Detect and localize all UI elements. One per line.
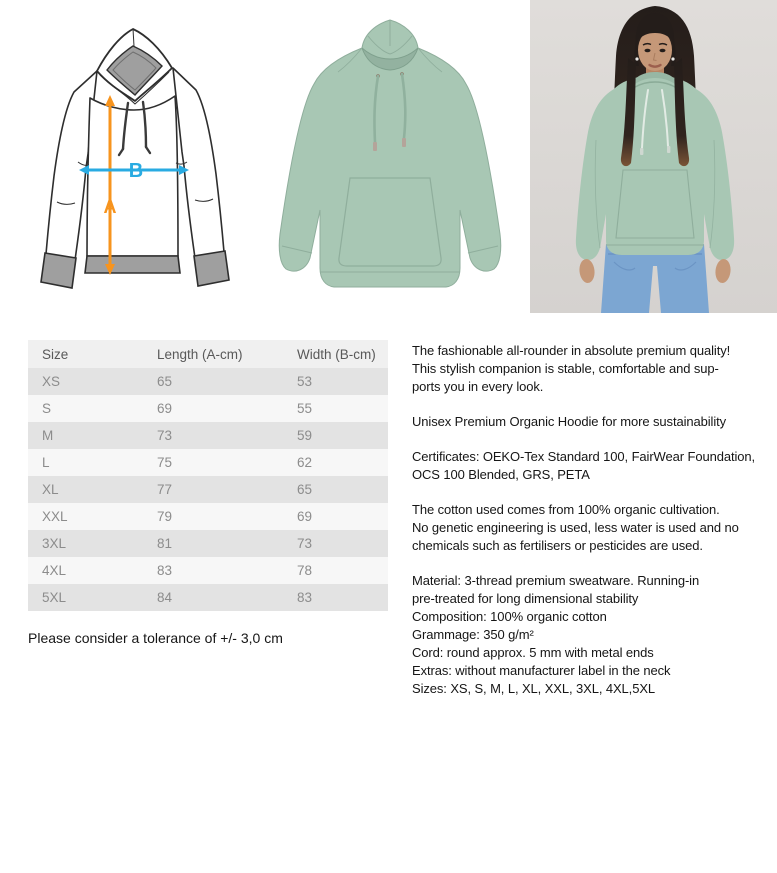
- measure-a-label: A: [103, 197, 117, 217]
- hoodie-model-image[interactable]: [530, 0, 777, 313]
- description-paragraph: [412, 413, 767, 431]
- size-cell: M: [28, 422, 143, 449]
- description-line: Sizes: XS, S, M, L, XL, XXL, 3XL, 4XL,5XL: [412, 681, 656, 696]
- table-row: [28, 557, 388, 584]
- description-paragraph: [412, 572, 767, 698]
- width-cell: 53: [283, 368, 388, 395]
- table-row: [28, 368, 388, 395]
- length-cell: 79: [143, 503, 283, 530]
- description-paragraph: [412, 342, 767, 396]
- table-header-row: [28, 340, 388, 368]
- size-cell: XS: [28, 368, 143, 395]
- description-line: Composition: 100% organic cotton: [412, 609, 607, 624]
- hoodie-flat-svg: [268, 6, 518, 306]
- hoodie-measurement-diagram[interactable]: [30, 6, 240, 311]
- length-cell: 77: [143, 476, 283, 503]
- tolerance-note: Please consider a tolerance of +/- 3,0 cm: [28, 630, 283, 646]
- description-line: OCS 100 Blended, GRS, PETA: [412, 467, 590, 482]
- product-description: [412, 342, 767, 715]
- width-cell: 83: [283, 584, 388, 611]
- hoodie-model-svg: [530, 0, 777, 313]
- description-line: Material: 3-thread premium sweatware. Running-in: [412, 573, 700, 588]
- table-row: [28, 449, 388, 476]
- width-cell: 78: [283, 557, 388, 584]
- description-line: Cord: round approx. 5 mm with metal ends: [412, 645, 654, 660]
- length-cell: 69: [143, 395, 283, 422]
- table-row: [28, 503, 388, 530]
- description-line: Extras: without manufacturer label in the neck: [412, 663, 671, 678]
- description-paragraph: [412, 501, 767, 555]
- table-row: [28, 530, 388, 557]
- width-cell: 55: [283, 395, 388, 422]
- length-cell: 75: [143, 449, 283, 476]
- width-cell: 69: [283, 503, 388, 530]
- table-row: [28, 422, 388, 449]
- header-length: Length (A-cm): [143, 340, 283, 368]
- size-cell: 3XL: [28, 530, 143, 557]
- description-line: No genetic engineering is used, less water is used and no: [412, 520, 739, 535]
- length-cell: 81: [143, 530, 283, 557]
- size-cell: 4XL: [28, 557, 143, 584]
- width-cell: 65: [283, 476, 388, 503]
- length-cell: 84: [143, 584, 283, 611]
- header-size: Size: [28, 340, 143, 368]
- description-line: ports you in every look.: [412, 379, 544, 394]
- size-cell: 5XL: [28, 584, 143, 611]
- description-line: Grammage: 350 g/m²: [412, 627, 534, 642]
- description-line: Certificates: OEKO-Tex Standard 100, FairWear Foundation,: [412, 449, 756, 464]
- table-row: [28, 584, 388, 611]
- description-line: The cotton used comes from 100% organic cultivation.: [412, 502, 720, 517]
- hoodie-flat-image[interactable]: [268, 6, 518, 306]
- description-line: Unisex Premium Organic Hoodie for more sustainability: [412, 414, 727, 429]
- length-cell: 65: [143, 368, 283, 395]
- length-cell: 83: [143, 557, 283, 584]
- size-cell: XL: [28, 476, 143, 503]
- length-cell: 73: [143, 422, 283, 449]
- size-cell: XXL: [28, 503, 143, 530]
- measure-b-label: B: [128, 160, 144, 182]
- description-line: pre-treated for long dimensional stability: [412, 591, 639, 606]
- table-row: [28, 476, 388, 503]
- width-cell: 62: [283, 449, 388, 476]
- size-table-section: [28, 340, 388, 646]
- size-cell: S: [28, 395, 143, 422]
- measurement-diagram-svg: [30, 6, 240, 311]
- size-cell: L: [28, 449, 143, 476]
- description-line: This stylish companion is stable, comfortable and sup-: [412, 361, 719, 376]
- description-line: chemicals such as fertilisers or pesticides are used.: [412, 538, 703, 553]
- table-row: [28, 395, 388, 422]
- size-table: [28, 340, 388, 611]
- header-width: Width (B-cm): [283, 340, 388, 368]
- width-cell: 73: [283, 530, 388, 557]
- description-paragraph: [412, 448, 767, 484]
- width-cell: 59: [283, 422, 388, 449]
- description-line: The fashionable all-rounder in absolute premium quality!: [412, 343, 731, 358]
